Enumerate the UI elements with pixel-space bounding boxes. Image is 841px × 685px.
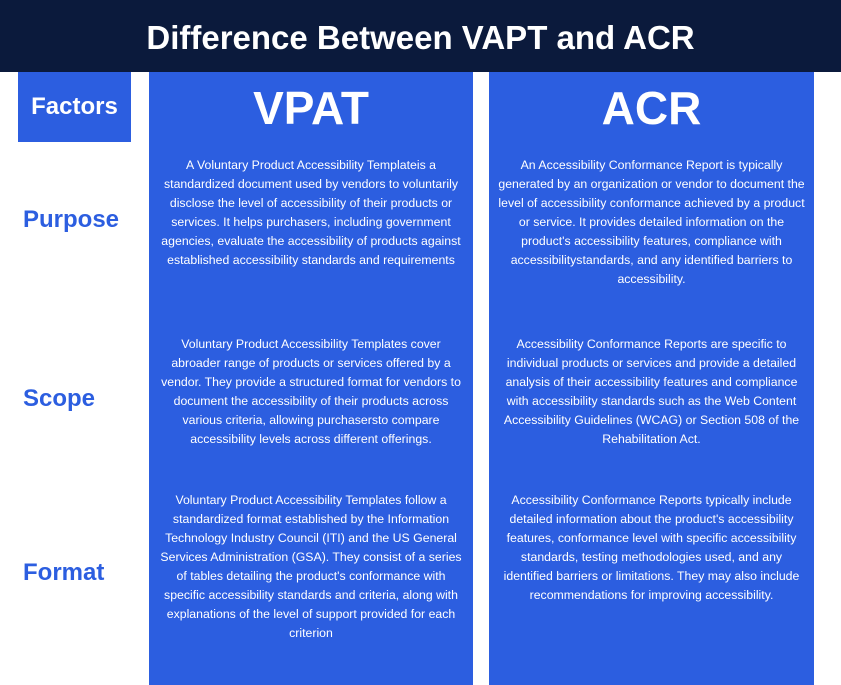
- factor-purpose: Purpose: [23, 206, 120, 233]
- page-title: Difference Between VAPT and ACR: [146, 19, 695, 56]
- acr-column: [489, 72, 814, 685]
- vpat-purpose-text: A Voluntary Product Accessibility Templateis a standardized document used by vendors to voluntarily disclose the level of accessibility of their products or services. It helps purchasers, including government agencies, evaluate the accessibility of products against established accessibility standards and requirements: [161, 158, 461, 267]
- acr-scope-text: Accessibility Conformance Reports are specific to individual products or services and provide a detailed analysis of their accessibility features and compliance with accessibility standards such as the Web Content Accessibility Guidelines (WCAG) or Section 508 of the Rehabilitation Act.: [503, 337, 800, 446]
- vpat-scope-text: Voluntary Product Accessibility Templates cover abroader range of products or services offered by a vendor. They provide a structured format for vendors to document the accessibility of their products across various criteria, allowing purchasersto compare accessibility levels across different offerings.: [161, 337, 461, 446]
- factor-format: Format: [23, 559, 105, 586]
- factors-header: Factors: [18, 72, 131, 142]
- vpat-format-text: Voluntary Product Accessibility Templates follow a standardized format established by the Information Technology Industry Council (ITI) and the US General Services Administration (GSA). They consist of a series of tables detailing the product's conformance with specific accessibility standards and criteria, along with explanations of the level of support provided for each criterion: [160, 493, 462, 640]
- vpat-column: [149, 72, 473, 685]
- acr-heading: ACR: [601, 82, 702, 134]
- acr-purpose-text: An Accessibility Conformance Report is typically generated by an organization or vendor to document the level of accessibility conformance achieved by a product or service. It provides detailed information on the product's accessibility features, compliance with accessibilitystandards, and any identified barriers to accessibility.: [498, 158, 805, 286]
- factor-scope: Scope: [23, 385, 96, 412]
- acr-format-text: Accessibility Conformance Reports typically include detailed information about the product's accessibility features, conformance level with specific accessibility standards, testing methodologies used, and any identified barriers or limitations. They may also include recommendations for improving accessibility.: [503, 493, 800, 602]
- vpat-heading: VPAT: [253, 82, 369, 134]
